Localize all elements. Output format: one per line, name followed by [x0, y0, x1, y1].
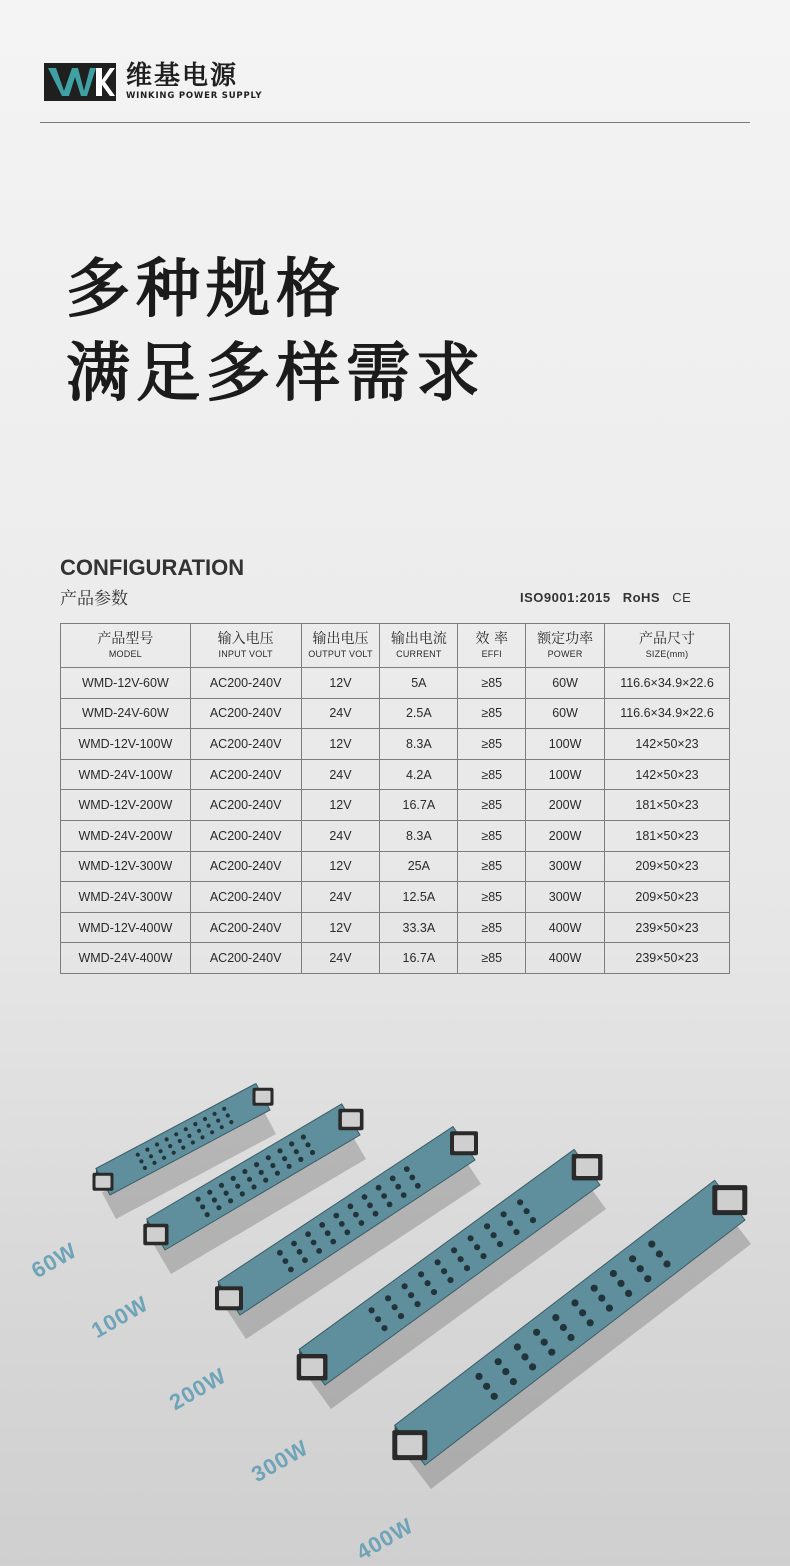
- cell-current: 33.3A: [380, 912, 458, 943]
- cell-efficiency: ≥85: [458, 943, 526, 974]
- cell-output-volt: 12V: [301, 668, 380, 699]
- cell-efficiency: ≥85: [458, 851, 526, 882]
- cell-efficiency: ≥85: [458, 820, 526, 851]
- cell-model: WMD-12V-300W: [61, 851, 191, 882]
- table-header-row: [61, 624, 730, 668]
- table-row: [61, 912, 730, 943]
- table-row: [61, 851, 730, 882]
- product-label-100w: 100W: [87, 1290, 153, 1344]
- cell-size: 181×50×23: [605, 790, 730, 821]
- cell-efficiency: ≥85: [458, 668, 526, 699]
- product-label-200w: 200W: [165, 1362, 231, 1416]
- cell-input-volt: AC200-240V: [190, 698, 301, 729]
- product-lineup: [0, 1080, 790, 1566]
- cell-input-volt: AC200-240V: [190, 912, 301, 943]
- cell-model: WMD-12V-100W: [61, 729, 191, 760]
- cell-power: 300W: [526, 851, 605, 882]
- cell-model: WMD-24V-60W: [61, 698, 191, 729]
- brand-logo-icon: [44, 63, 116, 101]
- cell-current: 4.2A: [380, 759, 458, 790]
- cell-model: WMD-12V-200W: [61, 790, 191, 821]
- certifications: [520, 590, 699, 605]
- cert-ce: CE: [672, 590, 692, 605]
- cell-output-volt: 12V: [301, 790, 380, 821]
- table-row: [61, 943, 730, 974]
- col-header-current: 输出电流 CURRENT: [380, 624, 458, 668]
- cell-power: 60W: [526, 698, 605, 729]
- col-header-efficiency: 效 率 EFFI: [458, 624, 526, 668]
- cell-input-volt: AC200-240V: [190, 943, 301, 974]
- spec-table: [60, 623, 730, 974]
- cell-size: 116.6×34.9×22.6: [605, 668, 730, 699]
- cell-input-volt: AC200-240V: [190, 759, 301, 790]
- cell-power: 400W: [526, 912, 605, 943]
- table-row: [61, 698, 730, 729]
- col-header-model: 产品型号 MODEL: [61, 624, 191, 668]
- cell-model: WMD-24V-200W: [61, 820, 191, 851]
- spec-table-body: [61, 668, 730, 974]
- cell-current: 2.5A: [380, 698, 458, 729]
- cell-input-volt: AC200-240V: [190, 790, 301, 821]
- table-row: [61, 882, 730, 913]
- configuration-subtitle: 产品参数: [60, 589, 128, 609]
- cell-size: 239×50×23: [605, 912, 730, 943]
- product-label-300w: 300W: [247, 1434, 313, 1488]
- cert-iso: ISO9001:2015: [520, 590, 611, 605]
- cell-output-volt: 24V: [301, 943, 380, 974]
- brand-header: [44, 62, 262, 102]
- cell-input-volt: AC200-240V: [190, 851, 301, 882]
- header-divider: [40, 122, 750, 123]
- cell-input-volt: AC200-240V: [190, 729, 301, 760]
- cell-power: 60W: [526, 668, 605, 699]
- cell-output-volt: 24V: [301, 759, 380, 790]
- cell-power: 400W: [526, 943, 605, 974]
- cell-size: 181×50×23: [605, 820, 730, 851]
- col-header-size: 产品尺寸 SIZE(mm): [605, 624, 730, 668]
- cell-output-volt: 12V: [301, 729, 380, 760]
- cell-power: 200W: [526, 790, 605, 821]
- cell-output-volt: 12V: [301, 851, 380, 882]
- cell-input-volt: AC200-240V: [190, 882, 301, 913]
- col-header-output-volt: 输出电压 OUTPUT VOLT: [301, 624, 380, 668]
- cell-model: WMD-12V-400W: [61, 912, 191, 943]
- cell-efficiency: ≥85: [458, 759, 526, 790]
- cell-current: 8.3A: [380, 820, 458, 851]
- headline-line-2: 满足多样需求: [66, 337, 486, 411]
- col-header-power: 额定功率 POWER: [526, 624, 605, 668]
- cell-size: 142×50×23: [605, 759, 730, 790]
- table-row: [61, 820, 730, 851]
- cell-output-volt: 12V: [301, 912, 380, 943]
- brand-wordmark: [126, 62, 262, 102]
- cell-model: WMD-24V-300W: [61, 882, 191, 913]
- table-row: [61, 668, 730, 699]
- cell-current: 8.3A: [380, 729, 458, 760]
- col-header-input-volt: 输入电压 INPUT VOLT: [190, 624, 301, 668]
- cell-input-volt: AC200-240V: [190, 820, 301, 851]
- cell-current: 12.5A: [380, 882, 458, 913]
- cell-current: 25A: [380, 851, 458, 882]
- cell-output-volt: 24V: [301, 698, 380, 729]
- cell-efficiency: ≥85: [458, 882, 526, 913]
- headline-line-1: 多种规格: [66, 253, 346, 327]
- cell-power: 100W: [526, 729, 605, 760]
- cell-output-volt: 24V: [301, 882, 380, 913]
- cell-efficiency: ≥85: [458, 729, 526, 760]
- cell-size: 116.6×34.9×22.6: [605, 698, 730, 729]
- cell-power: 200W: [526, 820, 605, 851]
- brand-name-en: WINKING POWER SUPPLY: [126, 91, 263, 101]
- cell-input-volt: AC200-240V: [190, 668, 301, 699]
- cell-power: 300W: [526, 882, 605, 913]
- table-row: [61, 759, 730, 790]
- configuration-title: CONFIGURATION: [60, 555, 245, 580]
- cell-model: WMD-12V-60W: [61, 668, 191, 699]
- cell-model: WMD-24V-100W: [61, 759, 191, 790]
- table-row: [61, 729, 730, 760]
- product-label-60w: 60W: [27, 1237, 82, 1284]
- cell-efficiency: ≥85: [458, 698, 526, 729]
- cell-efficiency: ≥85: [458, 790, 526, 821]
- product-label-400w: 400W: [352, 1512, 418, 1566]
- cell-size: 209×50×23: [605, 882, 730, 913]
- cell-power: 100W: [526, 759, 605, 790]
- cert-rohs: RoHS: [622, 590, 661, 605]
- headline: [66, 248, 486, 416]
- cell-model: WMD-24V-400W: [61, 943, 191, 974]
- cell-current: 16.7A: [380, 943, 458, 974]
- table-row: [61, 790, 730, 821]
- cell-size: 209×50×23: [605, 851, 730, 882]
- cell-efficiency: ≥85: [458, 912, 526, 943]
- cell-size: 239×50×23: [605, 943, 730, 974]
- cell-output-volt: 24V: [301, 820, 380, 851]
- cell-current: 16.7A: [380, 790, 458, 821]
- cell-current: 5A: [380, 668, 458, 699]
- cell-size: 142×50×23: [605, 729, 730, 760]
- brand-name-cn: 维基电源: [126, 61, 239, 91]
